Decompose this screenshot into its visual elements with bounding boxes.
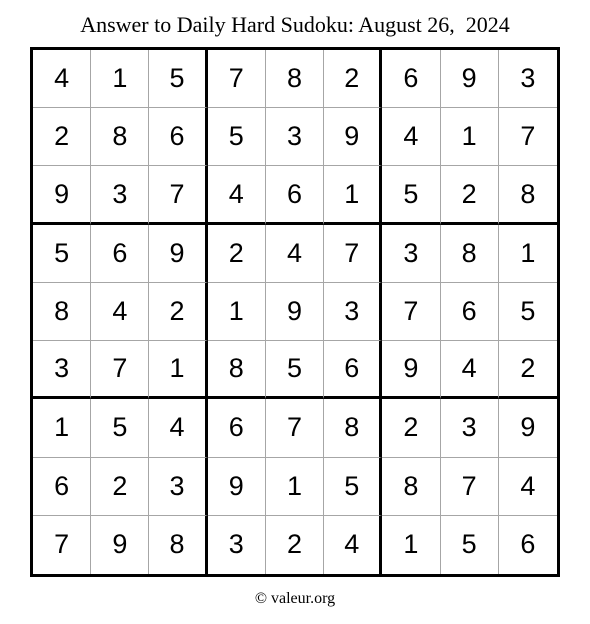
sudoku-cell-r5-c6: 3	[324, 283, 382, 341]
sudoku-cell-r2-c8: 1	[441, 108, 499, 166]
sudoku-cell-r3-c7: 5	[382, 166, 440, 224]
sudoku-cell-r5-c9: 5	[499, 283, 557, 341]
sudoku-cell-r9-c1: 7	[33, 516, 91, 574]
sudoku-cell-r3-c3: 7	[149, 166, 207, 224]
sudoku-cell-r4-c6: 7	[324, 225, 382, 283]
copyright-footer: © valeur.org	[254, 590, 336, 607]
sudoku-cell-r4-c2: 6	[91, 225, 149, 283]
sudoku-cell-r8-c6: 5	[324, 458, 382, 516]
sudoku-cell-r2-c4: 5	[208, 108, 266, 166]
sudoku-cell-r2-c1: 2	[33, 108, 91, 166]
sudoku-cell-r9-c2: 9	[91, 516, 149, 574]
sudoku-cell-r7-c4: 6	[208, 399, 266, 457]
sudoku-cell-r6-c8: 4	[441, 341, 499, 399]
sudoku-cell-r5-c1: 8	[33, 283, 91, 341]
sudoku-cell-r2-c9: 7	[499, 108, 557, 166]
sudoku-board	[30, 47, 560, 577]
sudoku-cell-r5-c5: 9	[266, 283, 324, 341]
sudoku-cell-r9-c7: 1	[382, 516, 440, 574]
sudoku-cell-r8-c9: 4	[499, 458, 557, 516]
sudoku-cell-r8-c3: 3	[149, 458, 207, 516]
sudoku-cell-r7-c2: 5	[91, 399, 149, 457]
sudoku-cell-r8-c8: 7	[441, 458, 499, 516]
sudoku-cell-r8-c4: 9	[208, 458, 266, 516]
sudoku-cell-r7-c6: 8	[324, 399, 382, 457]
sudoku-cell-r4-c5: 4	[266, 225, 324, 283]
sudoku-cell-r7-c5: 7	[266, 399, 324, 457]
sudoku-cell-r8-c5: 1	[266, 458, 324, 516]
sudoku-cell-r4-c3: 9	[149, 225, 207, 283]
sudoku-cell-r9-c5: 2	[266, 516, 324, 574]
sudoku-cell-r1-c8: 9	[441, 50, 499, 108]
sudoku-cell-r6-c5: 5	[266, 341, 324, 399]
sudoku-cell-r2-c6: 9	[324, 108, 382, 166]
sudoku-cell-r8-c2: 2	[91, 458, 149, 516]
sudoku-cell-r3-c2: 3	[91, 166, 149, 224]
sudoku-cell-r3-c5: 6	[266, 166, 324, 224]
sudoku-cell-r9-c8: 5	[441, 516, 499, 574]
sudoku-cell-r6-c7: 9	[382, 341, 440, 399]
sudoku-cell-r4-c9: 1	[499, 225, 557, 283]
sudoku-cell-r1-c9: 3	[499, 50, 557, 108]
sudoku-cell-r9-c3: 8	[149, 516, 207, 574]
sudoku-cell-r3-c9: 8	[499, 166, 557, 224]
sudoku-cell-r2-c2: 8	[91, 108, 149, 166]
sudoku-cell-r5-c2: 4	[91, 283, 149, 341]
sudoku-cell-r6-c6: 6	[324, 341, 382, 399]
sudoku-cell-r4-c7: 3	[382, 225, 440, 283]
sudoku-cell-r2-c7: 4	[382, 108, 440, 166]
sudoku-cell-r7-c8: 3	[441, 399, 499, 457]
sudoku-cell-r7-c7: 2	[382, 399, 440, 457]
sudoku-cell-r1-c4: 7	[208, 50, 266, 108]
sudoku-cell-r6-c2: 7	[91, 341, 149, 399]
sudoku-cell-r3-c8: 2	[441, 166, 499, 224]
sudoku-cell-r2-c3: 6	[149, 108, 207, 166]
sudoku-cell-r1-c6: 2	[324, 50, 382, 108]
sudoku-cell-r1-c7: 6	[382, 50, 440, 108]
sudoku-cell-r6-c3: 1	[149, 341, 207, 399]
sudoku-cell-r4-c1: 5	[33, 225, 91, 283]
puzzle-title: Answer to Daily Hard Sudoku: August 26, 2024	[80, 12, 510, 37]
sudoku-cell-r4-c8: 8	[441, 225, 499, 283]
sudoku-cell-r2-c5: 3	[266, 108, 324, 166]
sudoku-cell-r3-c4: 4	[208, 166, 266, 224]
sudoku-cell-r7-c9: 9	[499, 399, 557, 457]
sudoku-cell-r1-c5: 8	[266, 50, 324, 108]
sudoku-cell-r9-c4: 3	[208, 516, 266, 574]
sudoku-cell-r5-c4: 1	[208, 283, 266, 341]
sudoku-cell-r1-c2: 1	[91, 50, 149, 108]
sudoku-cell-r7-c1: 1	[33, 399, 91, 457]
sudoku-cell-r9-c9: 6	[520, 529, 536, 560]
sudoku-cell-r4-c4: 2	[208, 225, 266, 283]
sudoku-cell-r8-c7: 8	[382, 458, 440, 516]
sudoku-cell-r6-c9: 2	[499, 341, 557, 399]
sudoku-cell-r5-c7: 7	[382, 283, 440, 341]
sudoku-cell-r1-c3: 5	[149, 50, 207, 108]
sudoku-cell-r5-c3: 2	[149, 283, 207, 341]
sudoku-cell-r3-c1: 9	[33, 166, 91, 224]
sudoku-cell-r8-c1: 6	[33, 458, 91, 516]
sudoku-cell-r3-c6: 1	[324, 166, 382, 224]
sudoku-cell-r6-c1: 3	[33, 341, 91, 399]
sudoku-cell-r5-c8: 6	[441, 283, 499, 341]
sudoku-cell-r9-c6: 4	[324, 516, 382, 574]
sudoku-cell-r1-c1: 4	[33, 50, 91, 108]
sudoku-cell-r6-c4: 8	[208, 341, 266, 399]
sudoku-cell-r7-c3: 4	[149, 399, 207, 457]
